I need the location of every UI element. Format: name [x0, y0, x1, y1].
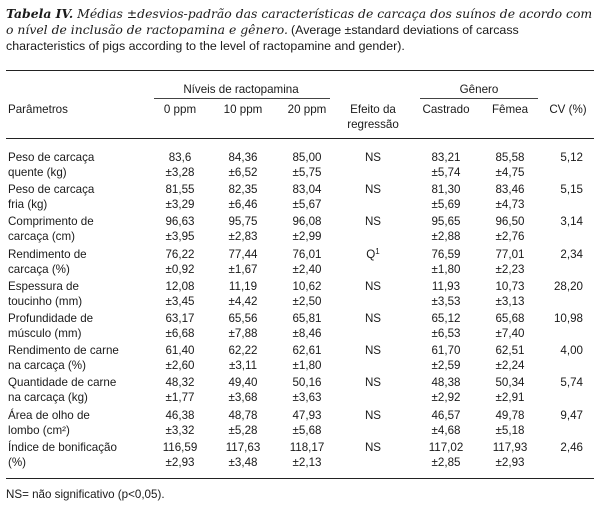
cell-cv: 5,15	[560, 183, 583, 197]
cell-value-20ppm-line1: 118,17	[289, 440, 325, 454]
cell-value-castrated-line2: ±1,80	[431, 262, 461, 276]
cell-value-10ppm-line2: ±3,48	[228, 455, 258, 469]
cell-parameter-line2: toucinho (mm)	[8, 294, 83, 308]
cell-value-20ppm-line2: ±5,68	[292, 423, 322, 437]
regression-effect-text: NS	[364, 215, 382, 229]
cell-value-10ppm-line1: 62,22	[228, 344, 258, 358]
cell-value-10ppm-line1: 65,56	[228, 312, 258, 325]
col-header-castrated: Castrado	[422, 103, 470, 116]
cell-parameter-line1: Peso de carcaça	[8, 183, 95, 197]
cell-value-0ppm-line1: 83,6	[168, 151, 192, 164]
cell-regression-effect	[340, 247, 406, 262]
cell-parameter-line2: (%)	[8, 455, 27, 469]
cell-value-20ppm-line2: ±2,40	[292, 262, 322, 276]
regression-effect-text: NS	[364, 344, 382, 358]
cell-value-female-line2: ±2,76	[495, 230, 525, 244]
cell-value-0ppm-line1: 76,22	[165, 247, 195, 261]
cell-value-castrated-line1: 46,57	[431, 408, 461, 422]
cell-parameter-line2: carcaça (%)	[8, 262, 70, 276]
table-top-rule	[6, 70, 594, 71]
regression-effect-superscript: 1	[375, 246, 380, 256]
col-header-parameters: Parâmetros	[8, 103, 68, 116]
regression-effect-text: NS	[364, 279, 382, 293]
cell-value-0ppm-line1: 12,08	[165, 279, 195, 293]
cell-parameter-line2: na carcaça (%)	[8, 359, 86, 373]
cell-value-20ppm-line1: 85,00	[292, 151, 322, 164]
cell-value-10ppm-line1: 84,36	[228, 151, 258, 164]
cell-value-castrated-line1: 81,30	[431, 183, 461, 197]
cell-value-20ppm-line2: ±2,50	[292, 294, 322, 308]
cell-value-20ppm-line2: ±8,46	[292, 327, 322, 340]
cell-value-female-line2: ±3,13	[495, 294, 525, 308]
cell-value-female-line1: 62,51	[495, 344, 525, 358]
cell-value-10ppm-line2: ±3,68	[228, 391, 258, 405]
cell-value-0ppm-line2: ±3,28	[165, 166, 195, 179]
table-header-rule	[6, 138, 594, 139]
cell-cv: 10,98	[553, 312, 583, 325]
cell-value-10ppm-line2: ±1,67	[228, 262, 258, 276]
cell-value-10ppm-line1: 82,35	[228, 183, 258, 197]
cell-regression-effect	[340, 375, 406, 390]
cell-value-castrated-line2: ±3,53	[431, 294, 461, 308]
regression-effect-text: NS	[364, 408, 382, 422]
cell-parameter-line2: carcaça (cm)	[8, 230, 75, 244]
cell-parameter-line1: Rendimento de carne	[8, 344, 119, 358]
cell-value-0ppm-line2: ±2,93	[165, 455, 195, 469]
cell-value-female-line1: 117,93	[492, 440, 528, 454]
cell-value-20ppm-line1: 50,16	[292, 376, 322, 390]
cell-value-female-line1: 65,68	[495, 312, 525, 325]
cell-value-20ppm-line1: 10,62	[292, 279, 322, 293]
cell-value-10ppm-line2: ±6,52	[228, 166, 258, 179]
col-header-0ppm: 0 ppm	[163, 103, 197, 116]
caption-text-en: (Average ±standard deviations of carcass characteristics of pigs according to the level of ractopamine and gender).	[6, 23, 519, 53]
cell-value-10ppm-line1: 95,75	[228, 215, 258, 229]
cell-value-0ppm-line1: 116,59	[162, 440, 198, 454]
cell-value-female-line1: 83,46	[495, 183, 525, 197]
cell-value-0ppm-line2: ±0,92	[165, 262, 195, 276]
col-header-cv: CV (%)	[549, 103, 587, 116]
cell-value-20ppm-line1: 76,01	[292, 247, 322, 261]
cell-value-20ppm-line2: ±2,99	[292, 230, 322, 244]
cell-value-20ppm-line1: 62,61	[292, 344, 322, 358]
cell-value-female-line2: ±2,91	[495, 391, 525, 405]
cell-cv: 5,12	[560, 151, 583, 164]
cell-value-castrated-line1: 65,12	[431, 312, 461, 325]
cell-parameter-line1: Área de olho de	[8, 408, 90, 422]
cell-value-20ppm-line2: ±2,13	[292, 455, 322, 469]
cell-value-castrated-line2: ±2,59	[431, 359, 461, 373]
cell-value-10ppm-line2: ±7,88	[228, 327, 258, 340]
cell-value-0ppm-line2: ±6,68	[165, 327, 195, 340]
cell-value-female-line1: 85,58	[495, 151, 525, 164]
cell-value-female-line1: 77,01	[495, 247, 525, 261]
cell-value-0ppm-line2: ±3,29	[165, 198, 195, 212]
cell-parameter-line2: músculo (mm)	[8, 327, 82, 340]
cell-value-20ppm-line2: ±5,67	[292, 198, 322, 212]
cell-value-0ppm-line2: ±1,77	[165, 391, 195, 405]
group-header-gender: Gênero	[459, 83, 499, 96]
cell-regression-effect	[340, 214, 406, 229]
cell-value-female-line2: ±2,23	[495, 262, 525, 276]
regression-effect-text: NS	[364, 376, 382, 390]
cell-value-20ppm-line2: ±3,63	[292, 391, 322, 405]
cell-value-0ppm-line1: 61,40	[165, 344, 195, 358]
cell-value-0ppm-line2: ±2,60	[165, 359, 195, 373]
cell-parameter-line1: Índice de bonificação	[8, 440, 117, 454]
col-header-20ppm: 20 ppm	[287, 103, 327, 116]
cell-parameter-line1: Rendimento de	[8, 247, 87, 261]
cell-value-castrated-line1: 48,38	[431, 376, 461, 390]
cell-value-castrated-line2: ±2,85	[431, 455, 461, 469]
col-header-10ppm: 10 ppm	[223, 103, 263, 116]
cell-value-20ppm-line1: 96,08	[292, 215, 322, 229]
cell-value-20ppm-line1: 47,93	[292, 408, 322, 422]
regression-effect-text: NS	[364, 183, 382, 197]
cell-value-female-line2: ±2,24	[495, 359, 525, 373]
cell-value-castrated-line1: 83,21	[431, 151, 461, 164]
cell-value-20ppm-line2: ±1,80	[292, 359, 322, 373]
cell-value-castrated-line1: 61,70	[431, 344, 461, 358]
cell-value-10ppm-line2: ±3,11	[228, 359, 258, 373]
group-underline-ractopamine	[154, 98, 330, 99]
cell-value-10ppm-line1: 77,44	[228, 247, 258, 261]
cell-cv: 2,46	[560, 440, 583, 454]
col-header-female: Fêmea	[491, 103, 529, 116]
cell-value-0ppm-line2: ±3,32	[165, 423, 195, 437]
cell-parameter-line2: quente (kg)	[8, 166, 67, 179]
cell-regression-effect	[340, 343, 406, 358]
cell-value-20ppm-line1: 65,81	[292, 312, 322, 325]
cell-value-castrated-line2: ±2,88	[431, 230, 461, 244]
cell-value-female-line2: ±5,18	[495, 423, 525, 437]
cell-cv: 5,74	[560, 376, 583, 390]
cell-regression-effect	[340, 408, 406, 423]
cell-value-female-line1: 49,78	[495, 408, 525, 422]
cell-parameter-line2: na carcaça (kg)	[8, 391, 88, 405]
cell-value-castrated-line1: 76,59	[431, 247, 461, 261]
cell-value-10ppm-line2: ±6,46	[228, 198, 258, 212]
cell-value-castrated-line2: ±2,92	[431, 391, 461, 405]
cell-value-0ppm-line2: ±3,95	[165, 230, 195, 244]
cell-value-female-line2: ±4,75	[495, 166, 525, 179]
cell-value-castrated-line2: ±6,53	[431, 327, 461, 340]
table-bottom-rule	[6, 478, 594, 479]
cell-value-10ppm-line2: ±5,28	[228, 423, 258, 437]
cell-value-castrated-line1: 117,02	[428, 440, 464, 454]
cell-parameter-line1: Espessura de	[8, 279, 79, 293]
cell-cv: 28,20	[553, 279, 583, 293]
cell-value-female-line1: 10,73	[495, 279, 525, 293]
cell-value-10ppm-line1: 11,19	[228, 279, 258, 293]
cell-parameter-line1: Peso de carcaça	[8, 151, 95, 164]
cell-value-0ppm-line1: 48,32	[165, 376, 195, 390]
cell-value-10ppm-line1: 48,78	[228, 408, 258, 422]
cell-cv: 3,14	[560, 215, 583, 229]
cell-value-0ppm-line1: 63,17	[165, 312, 195, 325]
cell-value-castrated-line2: ±5,74	[431, 166, 461, 179]
cell-cv: 4,00	[560, 344, 583, 358]
regression-effect-text: Q	[366, 247, 376, 261]
cell-value-castrated-line2: ±5,69	[431, 198, 461, 212]
cell-value-0ppm-line1: 96,63	[165, 215, 195, 229]
cell-cv: 2,34	[560, 247, 583, 261]
cell-parameter-line1: Profundidade de	[8, 312, 94, 325]
col-header-effect-line2: regressão	[347, 118, 399, 131]
cell-value-10ppm-line2: ±4,42	[228, 294, 258, 308]
col-header-effect-line1: Efeito da	[350, 103, 396, 116]
cell-value-10ppm-line1: 49,40	[228, 376, 258, 390]
cell-value-10ppm-line2: ±2,83	[228, 230, 258, 244]
cell-value-20ppm-line1: 83,04	[292, 183, 322, 197]
cell-value-castrated-line1: 95,65	[431, 215, 461, 229]
regression-effect-text: NS	[364, 440, 382, 454]
cell-value-female-line2: ±7,40	[495, 327, 525, 340]
group-underline-gender	[420, 98, 538, 99]
cell-value-castrated-line1: 11,93	[431, 279, 461, 293]
cell-value-20ppm-line2: ±5,75	[292, 166, 322, 179]
cell-regression-effect	[340, 311, 406, 326]
cell-value-female-line1: 96,50	[495, 215, 525, 229]
cell-value-female-line2: ±2,93	[495, 455, 525, 469]
cell-regression-effect	[340, 150, 406, 165]
table-caption	[6, 6, 594, 54]
caption-text-pt: Médias ±desvios-padrão das características de carcaça dos suínos de acordo com o nível de inclusão de ractopamina e gênero.	[6, 6, 593, 37]
group-header-ractopamine: Níveis de ractopamina	[183, 83, 299, 96]
cell-value-castrated-line2: ±4,68	[431, 423, 461, 437]
cell-value-0ppm-line1: 46,38	[165, 408, 195, 422]
cell-regression-effect	[340, 279, 406, 294]
cell-parameter-line1: Quantidade de carne	[8, 376, 117, 390]
cell-value-female-line2: ±4,73	[495, 198, 525, 212]
cell-cv: 9,47	[560, 408, 583, 422]
cell-regression-effect	[340, 440, 406, 455]
cell-value-10ppm-line1: 117,63	[225, 440, 261, 454]
caption-label: Tabela IV.	[6, 6, 74, 21]
cell-value-0ppm-line2: ±3,45	[165, 294, 195, 308]
cell-parameter-line2: lombo (cm²)	[8, 423, 70, 437]
cell-parameter-line2: fria (kg)	[8, 198, 48, 212]
regression-effect-text: NS	[364, 151, 382, 164]
table-footnote: NS= não significativo (p<0,05).	[6, 488, 165, 501]
cell-regression-effect	[340, 182, 406, 197]
regression-effect-text: NS	[364, 312, 382, 325]
cell-parameter-line1: Comprimento de	[8, 215, 94, 229]
cell-value-female-line1: 50,34	[495, 376, 525, 390]
cell-value-0ppm-line1: 81,55	[165, 183, 195, 197]
